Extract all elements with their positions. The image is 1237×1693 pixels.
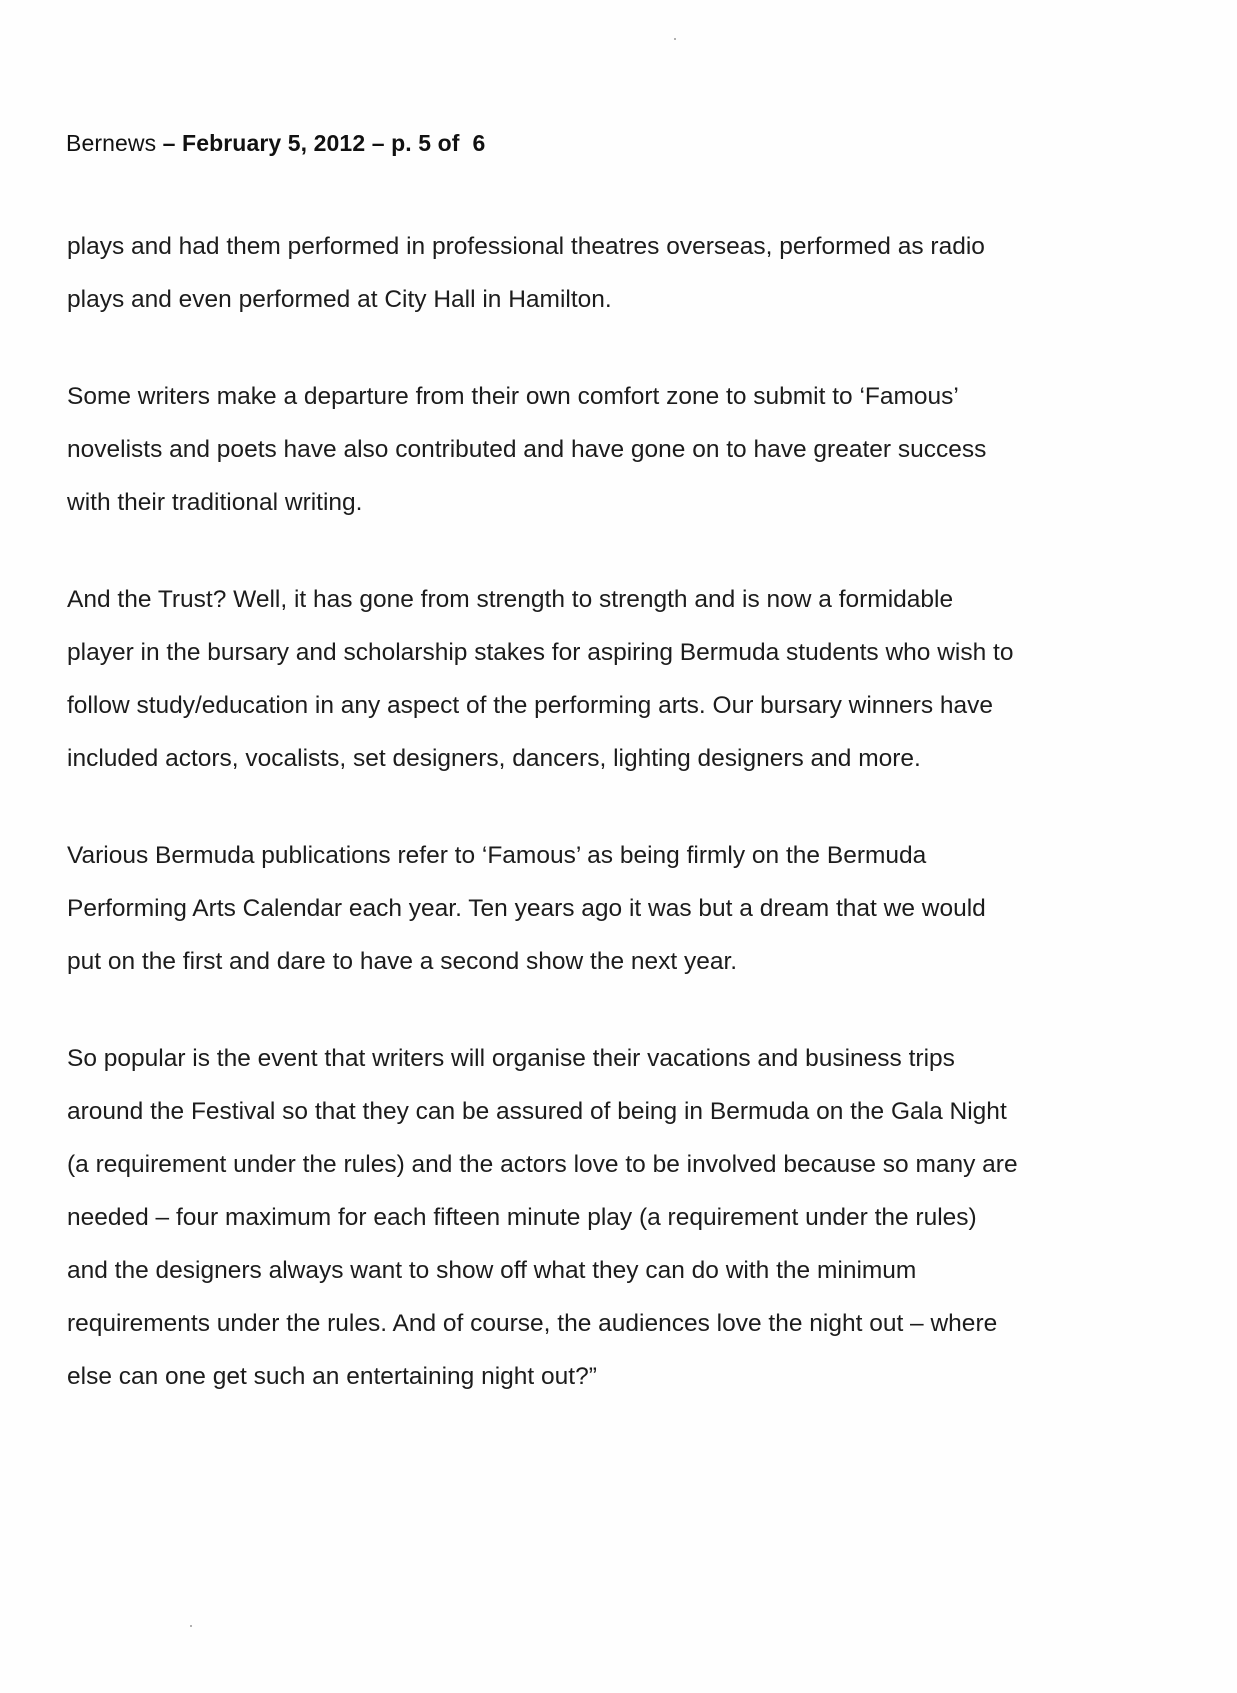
scan-speck: [190, 1625, 192, 1627]
paragraph: [67, 370, 1177, 529]
text-line: Some writers make a departure from their own comfort zone to submit to ‘Famous’: [67, 383, 959, 410]
text-line: requirements under the rules. And of course, the audiences love the night out – where: [67, 1310, 998, 1337]
text-line: plays and had them performed in professional theatres overseas, performed as radio: [67, 233, 985, 260]
page-header: [66, 130, 485, 157]
text-line: follow study/education in any aspect of the performing arts. Our bursary winners have: [67, 692, 994, 719]
header-date-page: – February 5, 2012 – p. 5 of 6: [156, 130, 486, 156]
text-line: with their traditional writing.: [67, 489, 363, 516]
header-brand: Bernews: [66, 130, 157, 156]
text-line: (a requirement under the rules) and the actors love to be involved because so many are: [67, 1151, 1018, 1178]
text-line: needed – four maximum for each fifteen minute play (a requirement under the rules): [67, 1204, 977, 1231]
text-line: put on the first and dare to have a second show the next year.: [67, 948, 738, 975]
paragraph: [67, 573, 1177, 785]
text-line: else can one get such an entertaining night out?”: [67, 1363, 597, 1390]
paragraph: [67, 1032, 1177, 1403]
text-line: player in the bursary and scholarship stakes for aspiring Bermuda students who wish to: [67, 639, 1014, 666]
paragraph: [67, 220, 1177, 326]
article-body: [67, 220, 1177, 1447]
text-line: So popular is the event that writers will organise their vacations and business trips: [67, 1045, 955, 1072]
text-line: Performing Arts Calendar each year. Ten years ago it was but a dream that we would: [67, 895, 986, 922]
text-line: And the Trust? Well, it has gone from strength to strength and is now a formidable: [67, 586, 954, 613]
scan-speck: [674, 38, 676, 40]
paragraph: [67, 829, 1177, 988]
text-line: included actors, vocalists, set designers, dancers, lighting designers and more.: [67, 745, 921, 772]
text-line: and the designers always want to show off what they can do with the minimum: [67, 1257, 917, 1284]
text-line: around the Festival so that they can be assured of being in Bermuda on the Gala Night: [67, 1098, 1007, 1125]
text-line: plays and even performed at City Hall in Hamilton.: [67, 286, 612, 313]
text-line: Various Bermuda publications refer to ‘Famous’ as being firmly on the Bermuda: [67, 842, 927, 869]
text-line: novelists and poets have also contributed and have gone on to have greater success: [67, 436, 987, 463]
